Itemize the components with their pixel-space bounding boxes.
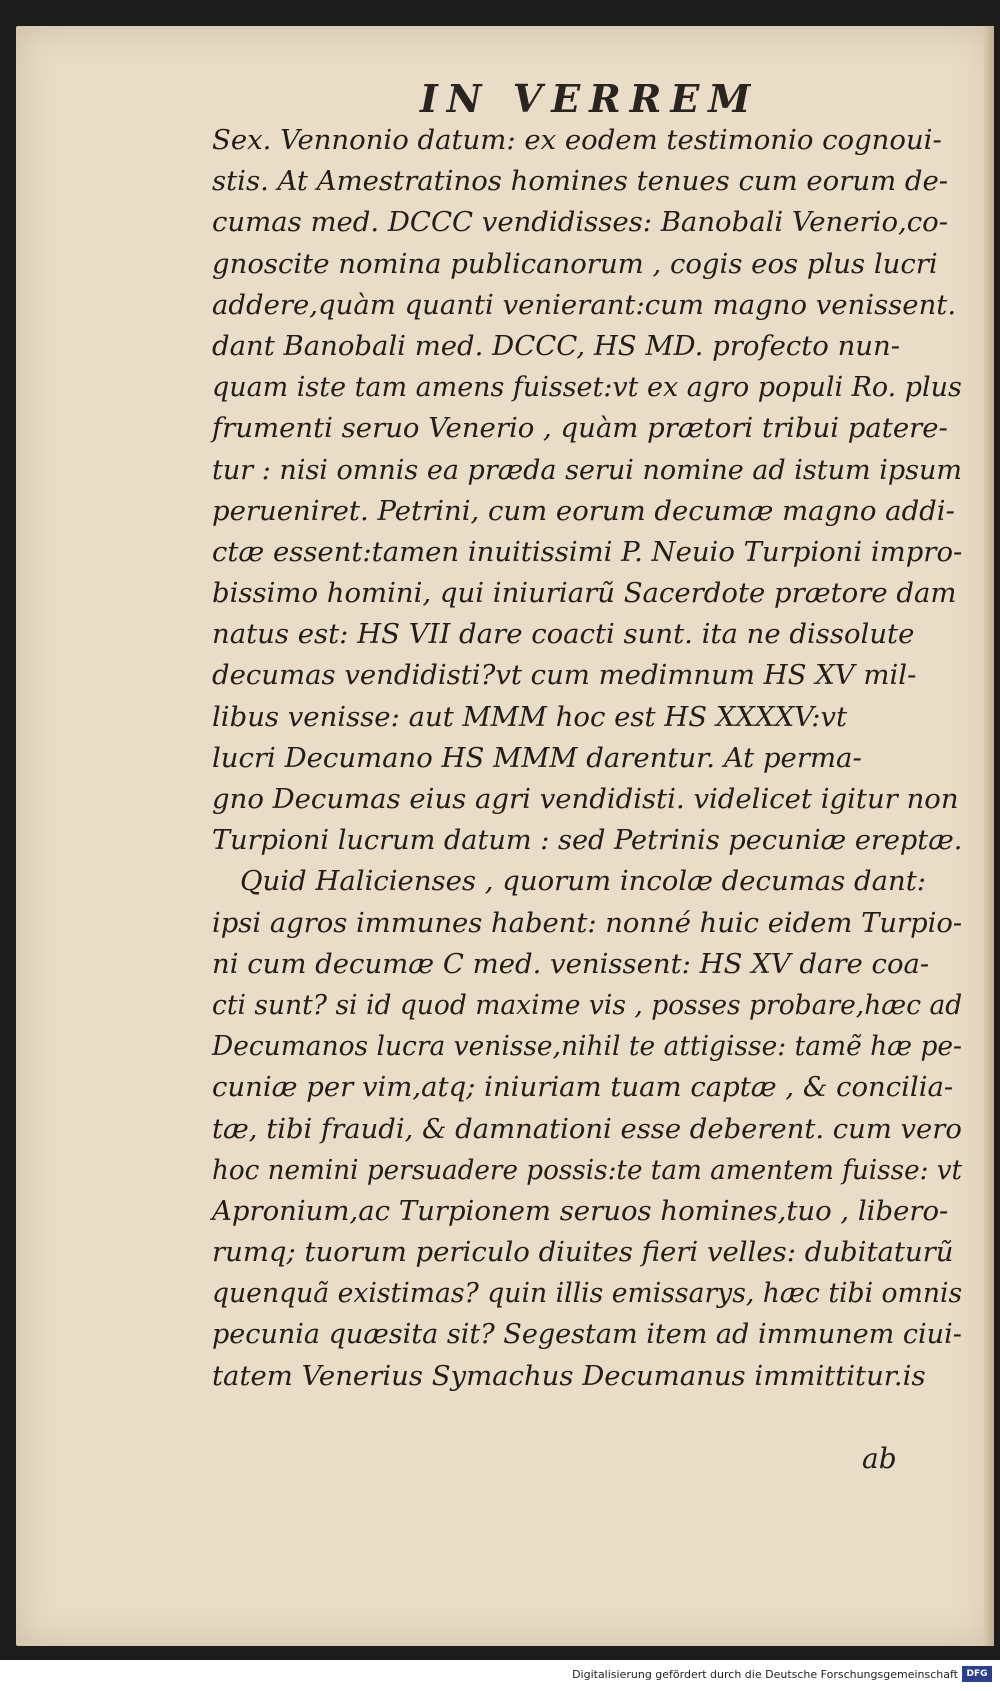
text-line: cumas med. DCCC vendidisses: Banobali Venerio,co- [212, 206, 949, 239]
text-line: ipsi agros immunes habent: nonné huic eidem Turpio- [212, 906, 963, 939]
text-line: cuniæ per vim,atq; iniuriam tuam captæ , & concilia- [212, 1071, 954, 1104]
page-edge [984, 26, 994, 1646]
text-line: bissimo homini, qui iniuriarũ Sacerdote prætore dam [212, 577, 957, 610]
text-line: tæ, tibi fraudi, & damnationi esse deberent. cum vero [212, 1112, 962, 1145]
text-line: frumenti seruo Venerio , quàm prætori tribui patere- [212, 412, 948, 445]
catchword: ab [862, 1442, 897, 1475]
text-line: libus venisse: aut MMM hoc est HS XXXXV:vt [212, 700, 848, 733]
text-line: cti sunt? si id quod maxime vis , posses probare,hæc ad [212, 988, 963, 1021]
text-line: quam iste tam amens fuisset:vt ex agro populi Ro. plus [212, 371, 962, 404]
footer-bar [0, 1660, 1000, 1691]
body-text [212, 120, 962, 1397]
text-line: gnoscite nomina publicanorum , cogis eos plus lucri [212, 247, 938, 280]
text-line: addere,quàm quanti venierant:cum magno venissent. [212, 288, 957, 321]
text-line: natus est: HS VII dare coacti sunt. ita ne dissolute [212, 618, 915, 651]
text-line: Apronium,ac Turpionem seruos homines,tuo , libero- [212, 1194, 949, 1227]
footer-credit: Digitalisierung gefördert durch die Deutsche Forschungsgemeinschaft [572, 1668, 958, 1681]
dfg-logo-icon: DFG [962, 1666, 992, 1682]
text-line: Quid Halicienses , quorum incolæ decumas dant: [240, 865, 927, 898]
text-line: decumas vendidisti?vt cum medimnum HS XV mil- [212, 659, 917, 692]
text-line: stis. At Amestratinos homines tenues cum eorum de- [212, 165, 949, 198]
text-line: lucri Decumano HS MMM darentur. At perma- [212, 741, 862, 774]
text-line: perueniret. Petrini, cum eorum decumæ magno addi- [212, 494, 955, 527]
text-line: ni cum decumæ C med. venissent: HS XV dare coa- [212, 947, 930, 980]
text-line: pecunia quæsita sit? Segestam item ad immunem ciui- [212, 1318, 962, 1351]
text-line: ctæ essent:tamen inuitissimi P. Neuio Turpioni impro- [212, 535, 963, 568]
text-line: Decumanos lucra venisse,nihil te attigisse: tamẽ hæ pe- [212, 1030, 962, 1063]
text-line: tatem Venerius Symachus Decumanus immittitur.is [212, 1359, 926, 1392]
text-line: Turpioni lucrum datum : sed Petrinis pecuniæ ereptæ. [212, 824, 963, 857]
text-line: dant Banobali med. DCCC, HS MD. profecto nun- [212, 329, 901, 362]
running-head: IN VERREM [420, 76, 760, 121]
text-line: Sex. Vennonio datum: ex eodem testimonio cognoui- [212, 124, 942, 156]
text-line: rumq; tuorum periculo diuites fieri velles: dubitaturũ [212, 1236, 954, 1269]
text-line: gno Decumas eius agri vendidisti. videlicet igitur non [212, 783, 959, 815]
text-line: hoc nemini persuadere possis:te tam amentem fuisse: vt [212, 1153, 963, 1186]
text-line: quenquã existimas? quin illis emissarys, hæc tibi omnis [212, 1277, 963, 1310]
text-line: tur : nisi omnis ea præda serui nomine ad istum ipsum [212, 453, 962, 486]
